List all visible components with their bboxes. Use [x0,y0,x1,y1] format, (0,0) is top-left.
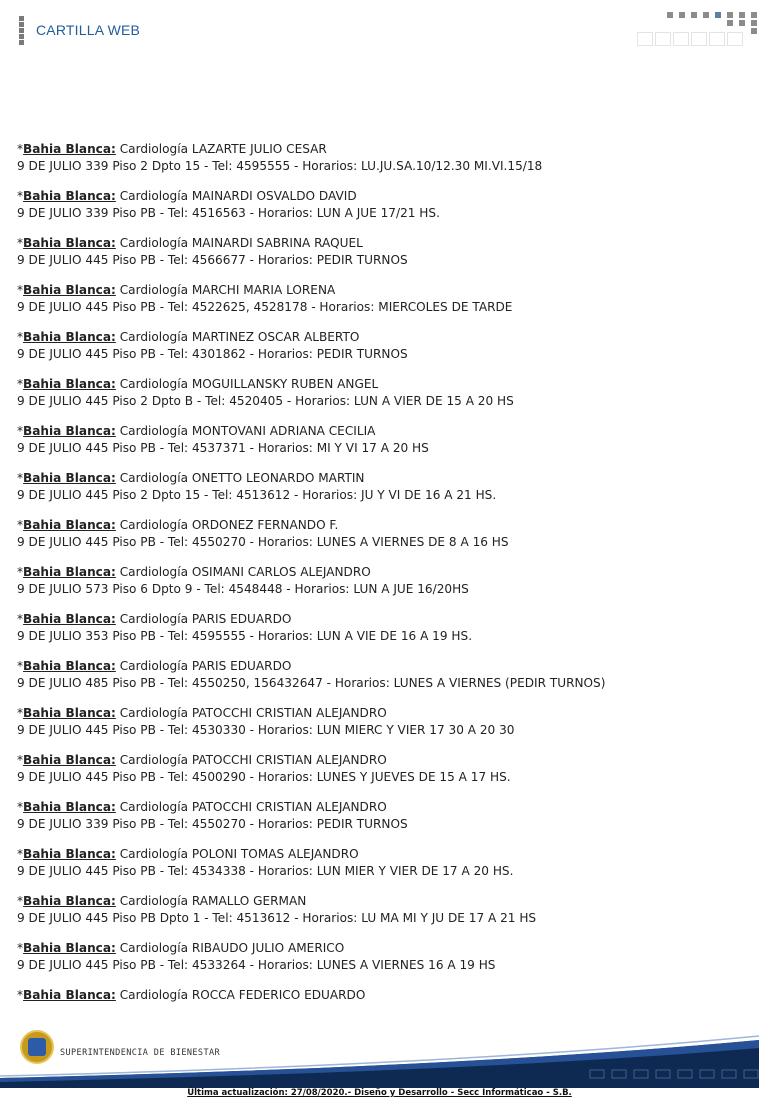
provider-detail: Cardiología LAZARTE JULIO CESAR [119,142,327,156]
provider-detail: Cardiología POLONI TOMAS ALEJANDRO [119,847,359,861]
provider-detail: Cardiología MOGUILLANSKY RUBEN ANGEL [119,377,379,391]
provider-detail: Cardiología PARIS EDUARDO [119,659,292,673]
provider-location: Bahia Blanca: [23,142,116,156]
header-title: CARTILLA WEB [36,22,141,38]
page-footer [0,1022,759,1101]
provider-address: 9 DE JULIO 445 Piso PB - Tel: 4530330 - Horarios: LUN MIERC Y VIER 17 30 A 20 30 [17,723,515,737]
provider-heading: *Bahia Blanca: Cardiología RAMALLO GERMAN [17,894,307,908]
provider-location: Bahia Blanca: [23,941,116,955]
provider-address: 9 DE JULIO 445 Piso PB - Tel: 4301862 - Horarios: PEDIR TURNOS [17,347,408,361]
provider-entry [17,564,747,598]
provider-address: 9 DE JULIO 445 Piso 2 Dpto 15 - Tel: 4513612 - Horarios: JU Y VI DE 16 A 21 HS. [17,488,497,502]
provider-entry [17,188,747,222]
provider-address: 9 DE JULIO 445 Piso PB - Tel: 4500290 - Horarios: LUNES Y JUEVES DE 15 A 17 HS. [17,770,511,784]
provider-heading: *Bahia Blanca: Cardiología POLONI TOMAS ALEJANDRO [17,847,359,861]
provider-address: 9 DE JULIO 339 Piso PB - Tel: 4516563 - Horarios: LUN A JUE 17/21 HS. [17,206,440,220]
provider-entry [17,752,747,786]
provider-entry [17,846,747,880]
provider-entry [17,611,747,645]
provider-detail: Cardiología ROCCA FEDERICO EDUARDO [119,988,366,1002]
provider-address: 9 DE JULIO 445 Piso PB - Tel: 4550270 - Horarios: LUNES A VIERNES DE 8 A 16 HS [17,535,509,549]
provider-heading: *Bahia Blanca: Cardiología PARIS EDUARDO [17,612,292,626]
provider-list [17,141,747,1017]
provider-entry [17,893,747,927]
provider-location: Bahia Blanca: [23,800,116,814]
provider-heading: *Bahia Blanca: Cardiología LAZARTE JULIO CESAR [17,142,327,156]
provider-detail: Cardiología MARTINEZ OSCAR ALBERTO [119,330,360,344]
provider-entry [17,423,747,457]
provider-address: 9 DE JULIO 445 Piso PB - Tel: 4522625, 4528178 - Horarios: MIERCOLES DE TARDE [17,300,513,314]
provider-heading: *Bahia Blanca: Cardiología PATOCCHI CRISTIAN ALEJANDRO [17,706,387,720]
provider-detail: Cardiología MARCHI MARIA LORENA [119,283,336,297]
provider-entry [17,470,747,504]
provider-detail: Cardiología PATOCCHI CRISTIAN ALEJANDRO [119,800,387,814]
provider-heading: *Bahia Blanca: Cardiología PATOCCHI CRISTIAN ALEJANDRO [17,800,387,814]
provider-location: Bahia Blanca: [23,753,116,767]
provider-heading: *Bahia Blanca: Cardiología MARCHI MARIA LORENA [17,283,336,297]
provider-heading: *Bahia Blanca: Cardiología PATOCCHI CRISTIAN ALEJANDRO [17,753,387,767]
provider-detail: Cardiología RAMALLO GERMAN [119,894,307,908]
provider-heading: *Bahia Blanca: Cardiología OSIMANI CARLOS ALEJANDRO [17,565,371,579]
provider-entry [17,282,747,316]
provider-detail: Cardiología OSIMANI CARLOS ALEJANDRO [119,565,371,579]
provider-heading: *Bahia Blanca: Cardiología ORDONEZ FERNANDO F. [17,518,339,532]
provider-location: Bahia Blanca: [23,706,116,720]
provider-heading: *Bahia Blanca: Cardiología ONETTO LEONARDO MARTIN [17,471,365,485]
provider-location: Bahia Blanca: [23,894,116,908]
provider-address: 9 DE JULIO 445 Piso PB - Tel: 4537371 - Horarios: MI Y VI 17 A 20 HS [17,441,429,455]
provider-entry [17,141,747,175]
last-update-note: Última actualización: 27/08/2020.- Diseño y Desarrollo - Secc Informáticao - S.B. [187,1088,572,1098]
provider-address: 9 DE JULIO 445 Piso PB - Tel: 4566677 - Horarios: PEDIR TURNOS [17,253,408,267]
provider-address: 9 DE JULIO 573 Piso 6 Dpto 9 - Tel: 4548448 - Horarios: LUN A JUE 16/20HS [17,582,469,596]
provider-detail: Cardiología ONETTO LEONARDO MARTIN [119,471,365,485]
provider-location: Bahia Blanca: [23,565,116,579]
provider-location: Bahia Blanca: [23,330,116,344]
provider-heading: *Bahia Blanca: Cardiología MAINARDI SABRINA RAQUEL [17,236,363,250]
organization-name: SUPERINTENDENCIA DE BIENESTAR [60,1048,221,1058]
provider-location: Bahia Blanca: [23,988,116,1002]
provider-heading: *Bahia Blanca: Cardiología ROCCA FEDERICO EDUARDO [17,988,366,1002]
provider-location: Bahia Blanca: [23,471,116,485]
provider-heading: *Bahia Blanca: Cardiología MARTINEZ OSCAR ALBERTO [17,330,360,344]
provider-entry [17,658,747,692]
header-bar-icon [19,16,24,46]
provider-detail: Cardiología PARIS EDUARDO [119,612,292,626]
provider-detail: Cardiología PATOCCHI CRISTIAN ALEJANDRO [119,706,387,720]
provider-location: Bahia Blanca: [23,236,116,250]
provider-address: 9 DE JULIO 485 Piso PB - Tel: 4550250, 156432647 - Horarios: LUNES A VIERNES (PEDIR TURNOS) [17,676,606,690]
provider-detail: Cardiología RIBAUDO JULIO AMERICO [119,941,345,955]
provider-address: 9 DE JULIO 445 Piso PB Dpto 1 - Tel: 4513612 - Horarios: LU MA MI Y JU DE 17 A 21 HS [17,911,537,925]
provider-entry [17,987,747,1004]
provider-heading: *Bahia Blanca: Cardiología MOGUILLANSKY RUBEN ANGEL [17,377,379,391]
provider-entry [17,235,747,269]
provider-entry [17,799,747,833]
provider-address: 9 DE JULIO 445 Piso PB - Tel: 4533264 - Horarios: LUNES A VIERNES 16 A 19 HS [17,958,496,972]
provider-heading: *Bahia Blanca: Cardiología PARIS EDUARDO [17,659,292,673]
provider-entry [17,940,747,974]
provider-detail: Cardiología MONTOVANI ADRIANA CECILIA [119,424,376,438]
provider-location: Bahia Blanca: [23,189,116,203]
provider-address: 9 DE JULIO 339 Piso PB - Tel: 4550270 - Horarios: PEDIR TURNOS [17,817,408,831]
provider-address: 9 DE JULIO 445 Piso PB - Tel: 4534338 - Horarios: LUN MIER Y VIER DE 17 A 20 HS. [17,864,514,878]
provider-heading: *Bahia Blanca: Cardiología MONTOVANI ADRIANA CECILIA [17,424,376,438]
provider-entry [17,705,747,739]
provider-location: Bahia Blanca: [23,612,116,626]
provider-heading: *Bahia Blanca: Cardiología MAINARDI OSVALDO DAVID [17,189,357,203]
provider-address: 9 DE JULIO 445 Piso 2 Dpto B - Tel: 4520405 - Horarios: LUN A VIER DE 15 A 20 HS [17,394,514,408]
provider-detail: Cardiología ORDONEZ FERNANDO F. [119,518,339,532]
decorative-grid-icon [637,12,759,48]
provider-location: Bahia Blanca: [23,659,116,673]
provider-location: Bahia Blanca: [23,283,116,297]
provider-entry [17,376,747,410]
footer-wave [0,1032,759,1088]
provider-address: 9 DE JULIO 339 Piso 2 Dpto 15 - Tel: 4595555 - Horarios: LU.JU.SA.10/12.30 MI.VI.15/18 [17,159,543,173]
institution-seal [20,1030,54,1064]
provider-entry [17,517,747,551]
provider-detail: Cardiología PATOCCHI CRISTIAN ALEJANDRO [119,753,387,767]
provider-entry [17,329,747,363]
provider-location: Bahia Blanca: [23,847,116,861]
provider-location: Bahia Blanca: [23,424,116,438]
provider-detail: Cardiología MAINARDI OSVALDO DAVID [119,189,357,203]
provider-location: Bahia Blanca: [23,518,116,532]
provider-location: Bahia Blanca: [23,377,116,391]
page-header [0,0,759,60]
provider-heading: *Bahia Blanca: Cardiología RIBAUDO JULIO AMERICO [17,941,345,955]
provider-address: 9 DE JULIO 353 Piso PB - Tel: 4595555 - Horarios: LUN A VIE DE 16 A 19 HS. [17,629,473,643]
provider-detail: Cardiología MAINARDI SABRINA RAQUEL [119,236,363,250]
